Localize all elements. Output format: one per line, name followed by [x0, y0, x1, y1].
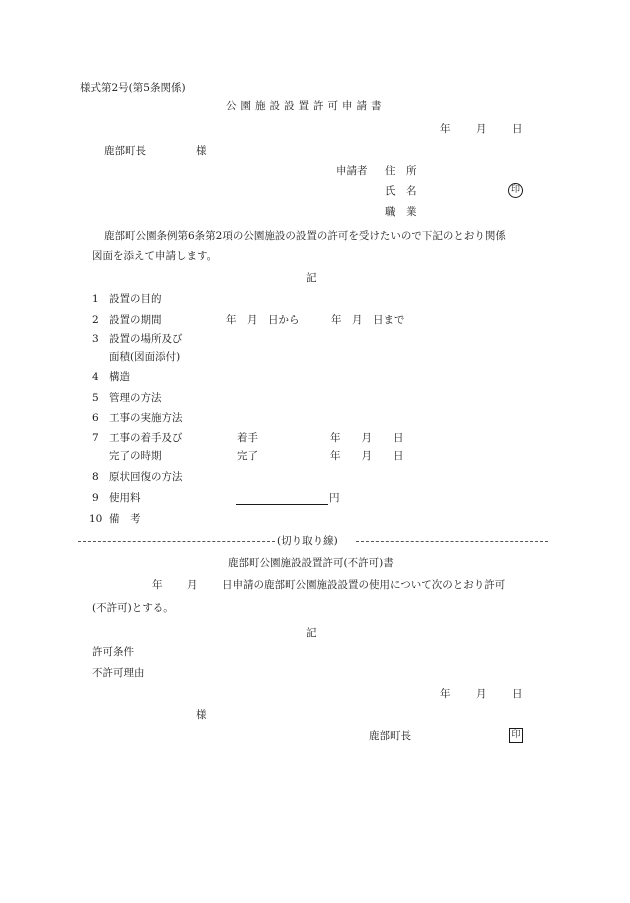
cut-line-right [356, 541, 548, 542]
cut-line-left [78, 541, 275, 542]
permit-year-label: 年 [152, 579, 163, 591]
item-6-number: 6 [92, 412, 99, 424]
date-day-label: 日 [512, 123, 523, 135]
name-label-1: 氏 [385, 185, 396, 197]
item-8-number: 8 [92, 471, 99, 483]
item-8-label: 原状回復の方法 [109, 471, 183, 483]
permit-ki-heading: 記 [306, 627, 317, 639]
addressee-name: 鹿部町長 [104, 145, 146, 157]
addressee-honorific: 様 [196, 145, 207, 157]
item-7-end-label: 完了 [237, 450, 258, 462]
item-10-number: 10 [89, 513, 103, 525]
seal-icon: 印 [508, 183, 523, 198]
address-label-1: 住 [385, 165, 396, 177]
item-2-number: 2 [92, 314, 99, 326]
issuer-seal-icon: 印 [509, 728, 523, 743]
date-year-label: 年 [440, 123, 451, 135]
occupation-label-2: 業 [406, 206, 417, 218]
form-number: 様式第2号(第5条関係) [80, 82, 186, 94]
address-label-2: 所 [406, 165, 417, 177]
item-7-start-date: 年 月 日 [330, 432, 404, 444]
permit-month-label: 月 [187, 579, 198, 591]
item-7-number: 7 [92, 432, 99, 444]
item-4-number: 4 [92, 371, 99, 383]
denial-reason-label: 不許可理由 [92, 667, 145, 679]
item-2-value: 年 月 日から 年 月 日まで [226, 314, 405, 326]
item-7-end-date: 年 月 日 [330, 450, 404, 462]
date-month-label: 月 [476, 123, 487, 135]
item-6-label: 工事の実施方法 [109, 412, 183, 424]
permit-title: 鹿部町公園施設設置許可(不許可)書 [228, 557, 394, 569]
permit-date-day: 日 [512, 688, 523, 700]
occupation-label-1: 職 [385, 206, 396, 218]
cut-line-label: (切り取り線) [277, 535, 338, 547]
permit-date-month: 月 [476, 688, 487, 700]
permit-honorific: 様 [196, 709, 207, 721]
permit-issuer: 鹿部町長 [369, 730, 411, 742]
item-5-label: 管理の方法 [109, 392, 162, 404]
body-text-line-1: 鹿部町公園条例第6条第2項の公園施設の設置の許可を受けたいので下記のとおり関係 [104, 230, 506, 242]
item-4-label: 構造 [109, 371, 130, 383]
body-text-line-2: 図面を添えて申請します。 [92, 250, 218, 262]
item-3-number: 3 [92, 333, 99, 345]
item-7-label-2: 完了の時期 [109, 450, 162, 462]
document-title: 公園施設設置許可申請書 [226, 100, 386, 112]
item-2-label: 設置の期間 [109, 314, 162, 326]
applicant-label: 申請者 [336, 165, 368, 177]
permit-date-year: 年 [440, 688, 451, 700]
item-9-number: 9 [92, 492, 99, 504]
item-9-label: 使用料 [109, 492, 141, 504]
fee-unit: 円 [329, 492, 340, 504]
item-10-label: 備 考 [109, 513, 141, 525]
item-7-start-label: 着手 [237, 432, 258, 444]
item-5-number: 5 [92, 392, 99, 404]
permit-body-line-2: (不許可)とする。 [92, 602, 174, 614]
fee-underline [236, 504, 328, 505]
item-1-number: 1 [92, 293, 99, 305]
permit-conditions-label: 許可条件 [92, 646, 134, 658]
item-3-label: 設置の場所及び [109, 333, 183, 345]
ki-heading: 記 [306, 272, 317, 284]
name-label-2: 名 [406, 185, 417, 197]
permit-body-line-1: 日申請の鹿部町公園施設設置の使用について次のとおり許可 [222, 579, 506, 591]
item-1-label: 設置の目的 [109, 293, 162, 305]
cut-line [78, 534, 548, 548]
item-3-label-2: 面積(図面添付) [109, 351, 181, 363]
item-7-label: 工事の着手及び [109, 432, 183, 444]
